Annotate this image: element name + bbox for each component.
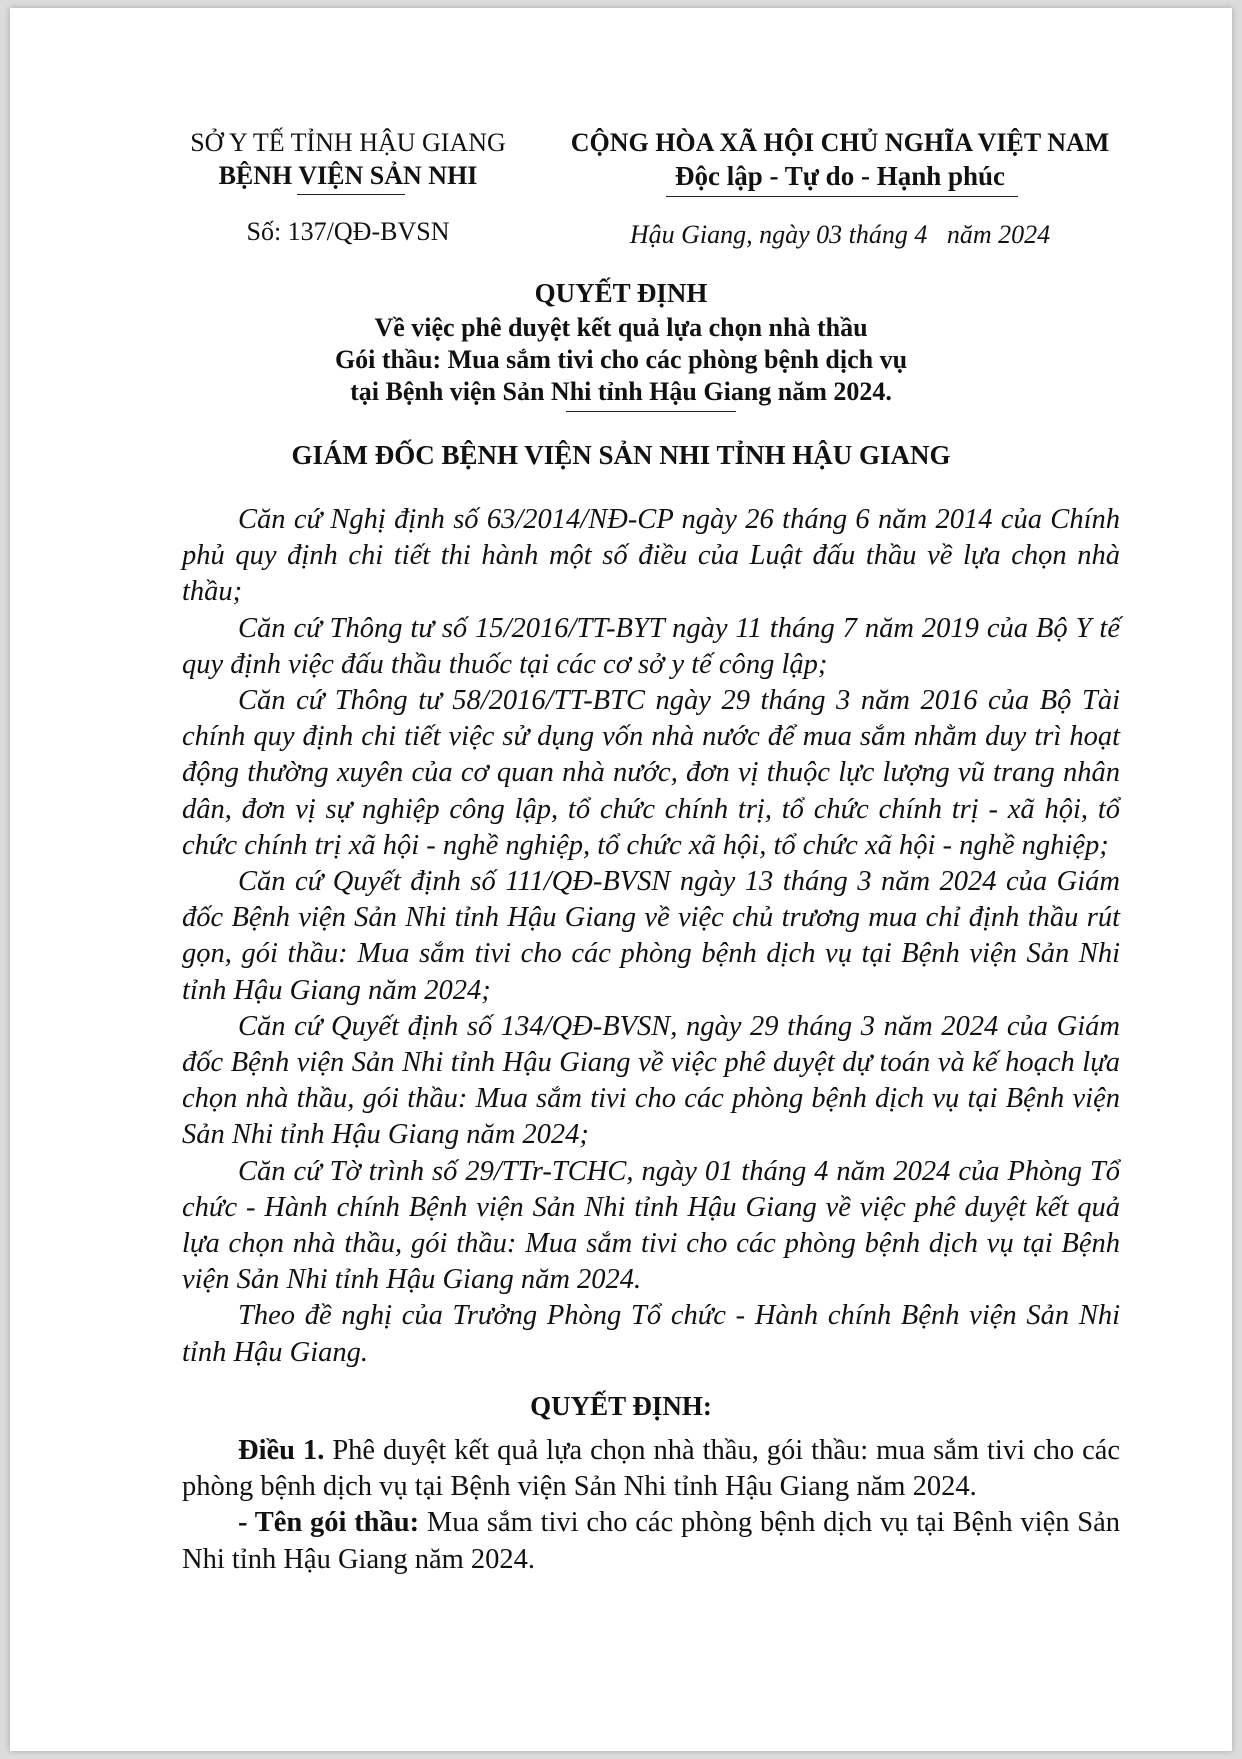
package-name	[182, 1505, 1120, 1577]
subject-line-1: Về việc phê duyệt kết quả lựa chọn nhà thầu	[374, 313, 868, 342]
issuing-authority: GIÁM ĐỐC BỆNH VIỆN SẢN NHI TỈNH HẬU GIANG	[291, 440, 951, 470]
motto-underline	[666, 196, 1018, 197]
preamble-item: Căn cứ Quyết định số 134/QĐ-BVSN, ngày 29 tháng 3 năm 2024 của Giám đốc Bệnh viện Sản Nhi tỉnh Hậu Giang về việc phê duyệt dự toán và kế hoạch lựa chọn nhà thầu, gói thầu: Mua sắm tivi cho các phòng bệnh dịch vụ tại Bệnh viện Sản Nhi tỉnh Hậu Giang năm 2024;	[182, 1010, 1120, 1151]
preamble-item: Căn cứ Nghị định số 63/2014/NĐ-CP ngày 26 tháng 6 năm 2014 của Chính phủ quy định chi tiết thi hành một số điều của Luật đấu thầu về lựa chọn nhà thầu;	[182, 504, 1120, 608]
nation-title: CỘNG HÒA XÃ HỘI CHỦ NGHĨA VIỆT NAM	[570, 128, 1110, 157]
article-1	[182, 1433, 1120, 1505]
decision-heading: QUYẾT ĐỊNH:	[530, 1391, 712, 1421]
title-underline	[566, 411, 736, 412]
place-date: Hậu Giang, ngày 03 tháng 4 năm 2024	[629, 220, 1051, 249]
subject-line-2: Gói thầu: Mua sắm tivi cho các phòng bệnh dịch vụ	[334, 345, 908, 374]
document-title: QUYẾT ĐỊNH	[534, 278, 708, 308]
document-page	[10, 8, 1232, 1751]
subject-line-3: tại Bệnh viện Sản Nhi tỉnh Hậu Giang năm 2024.	[350, 377, 892, 406]
preamble-item: Căn cứ Quyết định số 111/QĐ-BVSN ngày 13 tháng 3 năm 2024 của Giám đốc Bệnh viện Sản Nhi tỉnh Hậu Giang về việc chủ trương mua chỉ định thầu rút gọn, gói thầu: Mua sắm tivi cho các phòng bệnh dịch vụ tại Bệnh viện Sản Nhi tỉnh Hậu Giang năm 2024;	[182, 866, 1120, 1006]
national-motto: Độc lập - Tự do - Hạnh phúc	[674, 161, 1006, 191]
agency-underline	[297, 194, 405, 195]
preamble-item: Căn cứ Tờ trình số 29/TTr-TCHC, ngày 01 tháng 4 năm 2024 của Phòng Tổ chức - Hành chính Bệnh viện Sản Nhi tỉnh Hậu Giang về việc phê duyệt kết quả lựa chọn nhà thầu, gói thầu: Mua sắm tivi cho các phòng bệnh dịch vụ tại Bệnh viện Sản Nhi tỉnh Hậu Giang năm 2024.	[182, 1155, 1120, 1296]
agency-name: BỆNH VIỆN SẢN NHI	[218, 161, 478, 190]
preamble-item: Theo đề nghị của Trưởng Phòng Tổ chức - Hành chính Bệnh viện Sản Nhi tỉnh Hậu Giang.	[182, 1300, 1120, 1368]
package-name-label: - Tên gói thầu:	[238, 1507, 420, 1539]
document-number: Số: 137/QĐ-BVSN	[246, 217, 450, 246]
article-1-text: Phê duyệt kết quả lựa chọn nhà thầu, gói thầu: mua sắm tivi cho các phòng bệnh dịch vụ tại Bệnh viện Sản Nhi tỉnh Hậu Giang năm 2024.	[182, 1435, 1121, 1503]
agency-parent: SỞ Y TẾ TỈNH HẬU GIANG	[190, 128, 506, 157]
preamble	[182, 502, 1120, 1371]
preamble-item: Căn cứ Thông tư 58/2016/TT-BTC ngày 29 tháng 3 năm 2016 của Bộ Tài chính quy định chi tiết việc sử dụng vốn nhà nước để mua sắm nhằm duy trì hoạt động thường xuyên của cơ quan nhà nước, đơn vị thuộc lực lượng vũ trang nhân dân, đơn vị sự nghiệp công lập, tổ chức chính trị, tổ chức chính trị - xã hội, tổ chức chính trị xã hội - nghề nghiệp, tổ chức xã hội, tổ chức xã hội - nghề nghiệp;	[182, 685, 1120, 861]
article-1-label: Điều 1.	[238, 1435, 325, 1466]
preamble-item: Căn cứ Thông tư số 15/2016/TT-BYT ngày 11 tháng 7 năm 2019 của Bộ Y tế quy định việc đấu thầu thuốc tại các cơ sở y tế công lập;	[182, 612, 1120, 680]
decision-body	[182, 1433, 1120, 1578]
package-name-text: Mua sắm tivi cho các phòng bệnh dịch vụ tại Bệnh viện Sản Nhi tỉnh Hậu Giang năm 2024.	[182, 1507, 1121, 1575]
